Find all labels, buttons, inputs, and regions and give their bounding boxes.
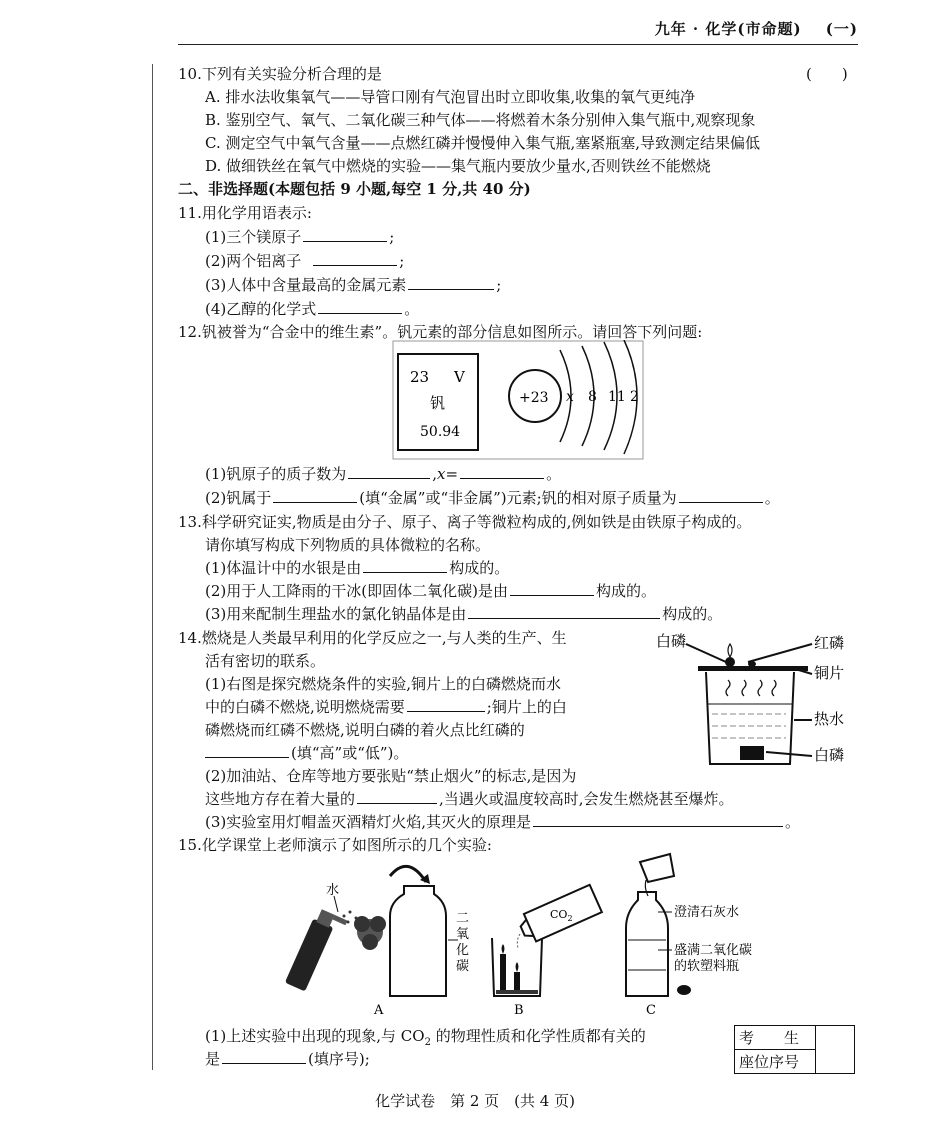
q10-option-b: B. 鉴别空气、氧气、二氧化碳三种气体——将燃着木条分别伸入集气瓶中,观察现象: [205, 111, 756, 129]
section-title: 二、非选择题(本题包括 9 小题,每空 1 分,共 40 分): [178, 180, 531, 198]
answer-blank[interactable]: [303, 227, 387, 242]
q13-stem: 13.科学研究证实,物质是由分子、原子、离子等微粒构成的,例如铁是由铁原子构成的。: [178, 513, 752, 531]
white-phosphorus-on-copper: [725, 657, 735, 667]
q11-item-2-text: (2)两个铝离子: [205, 252, 302, 270]
q14-line-8: [205, 788, 734, 810]
seat-label-kao: 考: [739, 1029, 755, 1047]
label-red-phosphorus: 红磷: [814, 634, 845, 652]
co2-text: CO: [550, 908, 568, 921]
header-rule: [178, 44, 858, 45]
spray-bottle-icon: [285, 908, 348, 996]
label-b: B: [514, 1003, 524, 1018]
q15-sub1-subscript: 2: [424, 1037, 431, 1048]
q12-sub1-text: (1)钒原子的质子数为: [205, 465, 347, 483]
q10-stem: 10.下列有关实验分析合理的是: [178, 65, 382, 83]
red-phosphorus: [748, 661, 756, 667]
shell-4-count: 2: [630, 389, 639, 405]
page-header: [655, 18, 858, 39]
label-co2: [550, 908, 573, 923]
answer-blank[interactable]: [468, 604, 660, 619]
answer-blank[interactable]: [318, 299, 402, 314]
q14-line-2: 活有密切的联系。: [205, 652, 326, 670]
q14-line-1: 14.燃烧是人类最早利用的化学反应之一,与人类的生产、生: [178, 629, 567, 647]
pointer-line: [334, 896, 338, 912]
pouring-gas: [517, 934, 520, 948]
q12-sub2: [205, 487, 780, 509]
shell-1-count: x: [566, 389, 574, 405]
q11-item-3: [205, 274, 501, 296]
q14-line-4-a: 中的白磷不燃烧,说明燃烧需要: [205, 698, 405, 716]
flame-icon: [502, 944, 505, 954]
element-symbol: V: [454, 368, 465, 386]
co2-experiments-figure: [278, 850, 762, 1018]
q13-stem-2: 请你填写构成下列物质的具体微粒的名称。: [205, 536, 491, 554]
q13-sub2: [205, 580, 656, 602]
q12-sub2-mid: (填“金属”或“非金属”)元素;钒的相对原子质量为: [359, 489, 677, 507]
header-paper-no: (一): [825, 20, 858, 38]
shell-3-count: 11: [608, 389, 626, 405]
element-number: 23: [410, 368, 430, 386]
bottle-cap: [677, 985, 691, 995]
q11-item-1-text: (1)三个镁原子: [205, 228, 302, 246]
answer-blank[interactable]: [460, 464, 544, 479]
label-c: C: [646, 1003, 656, 1018]
q11-item-1: [205, 226, 394, 248]
q10-option-d: D. 做细铁丝在氧气中燃烧的实验——集气瓶内要放少量水,否则铁丝不能燃烧: [205, 157, 711, 175]
q14-line-4-b: ;铜片上的白: [486, 698, 567, 716]
q10-answer-paren: ( ): [806, 65, 848, 83]
label-water: 水: [326, 883, 340, 898]
q12-sub1-eq: =: [445, 465, 459, 483]
q13-sub2-end: 构成的。: [595, 582, 656, 600]
white-phosphorus-in-water: [740, 746, 764, 760]
label-white-phosphorus-top: 白磷: [656, 632, 687, 650]
pouring-beaker: [640, 854, 674, 882]
q14-line-4: [205, 696, 567, 718]
answer-blank[interactable]: [222, 1049, 306, 1064]
q11-stem: 11.用化学用语表示:: [178, 204, 312, 222]
q15-sub1-d: (填序号);: [308, 1050, 370, 1068]
answer-blank[interactable]: [408, 275, 494, 290]
plastic-bottle: [626, 892, 668, 996]
flame-icon: [516, 962, 519, 972]
tall-candle: [500, 954, 506, 994]
seat-number-box: [734, 1025, 855, 1074]
q12-stem: 12.钒被誉为“合金中的维生素”。钒元素的部分信息如图所示。请回答下列问题:: [178, 323, 703, 341]
seat-label-1: [735, 1026, 816, 1050]
q12-sub2-text: (2)钒属于: [205, 489, 272, 507]
flame-icon: [728, 644, 732, 657]
q14-line-9: [205, 811, 800, 833]
header-title: 九年 · 化学(市命题): [654, 20, 802, 38]
answer-blank[interactable]: [407, 697, 485, 712]
flower-icon: [354, 916, 386, 950]
pointer-line: [748, 644, 812, 662]
seat-label-2: 座位序号: [735, 1050, 816, 1074]
steam-icon: [742, 680, 746, 696]
shell-2-count: 8: [588, 389, 597, 405]
seat-label-sheng: 生: [784, 1029, 800, 1047]
q14-line-7: (2)加油站、仓库等地方要张贴“禁止烟火”的标志,是因为: [205, 767, 577, 785]
label-co2-vert-1: 二: [456, 911, 470, 926]
label-limewater: 澄清石灰水: [674, 905, 740, 920]
q15-sub1-a: (1)上述实验中出现的现象,与 CO: [205, 1027, 425, 1045]
page-footer: 化学试卷 第 2 页 (共 4 页): [375, 1092, 575, 1110]
answer-blank[interactable]: [679, 488, 763, 503]
label-co2-vert-3: 化: [456, 943, 470, 958]
q14-line-8-b: ,当遇火或温度较高时,会发生燃烧甚至爆炸。: [439, 790, 734, 808]
co2-subscript: 2: [567, 914, 573, 923]
q13-sub3: [205, 603, 722, 625]
q12-sub1-end: 。: [546, 465, 562, 483]
q13-sub1: [205, 557, 509, 579]
q11-item-3-end: ;: [496, 276, 502, 294]
answer-blank[interactable]: [348, 464, 430, 479]
answer-blank[interactable]: [357, 789, 437, 804]
margin-line: [152, 64, 153, 1070]
answer-blank[interactable]: [205, 743, 289, 758]
q11-item-4-text: (4)乙醇的化学式: [205, 300, 317, 318]
q10-option-a: A. 排水法收集氧气——导管口刚有气泡冒出时立即收集,收集的氧气更纯净: [205, 88, 696, 106]
q13-sub3-text: (3)用来配制生理盐水的氯化钠晶体是由: [205, 605, 467, 623]
pointer-line: [686, 644, 726, 662]
answer-blank[interactable]: [510, 581, 594, 596]
answer-blank[interactable]: [313, 251, 397, 266]
answer-blank[interactable]: [273, 488, 357, 503]
q14-line-6: [205, 742, 408, 764]
q11-item-4: [205, 298, 419, 320]
vanadium-figure: [392, 340, 644, 460]
q10-option-c: C. 测定空气中氧气含量——点燃红磷并慢慢伸入集气瓶,塞紧瓶塞,导致测定结果偏低: [205, 134, 761, 152]
pointer-line: [766, 752, 812, 756]
q14-line-9-end: 。: [785, 813, 801, 831]
combustion-figure: [654, 628, 854, 770]
label-co2-vert-2: 氧: [456, 927, 470, 942]
nucleus-charge: +23: [519, 390, 549, 406]
steam-icon: [758, 680, 762, 696]
element-mass: 50.94: [420, 424, 461, 440]
q14-line-6-text: (填“高”或“低”)。: [291, 744, 409, 762]
q11-item-3-text: (3)人体中含量最高的金属元素: [205, 276, 407, 294]
q14-line-9-text: (3)实验室用灯帽盖灭酒精灯火焰,其灭火的原理是: [205, 813, 532, 831]
q11-item-2: [205, 250, 404, 272]
q11-item-1-end: ;: [389, 228, 395, 246]
q12-sub1-x: x: [437, 465, 446, 483]
q11-item-2-end: ;: [399, 252, 405, 270]
label-bottle-2: 的软塑料瓶: [674, 959, 740, 974]
steam-icon: [772, 680, 776, 696]
label-bottle-1: 盛满二氧化碳: [674, 943, 753, 958]
q15-sub1-line2: [205, 1048, 370, 1070]
seat-number-field[interactable]: [816, 1026, 855, 1074]
q12-sub2-end: 。: [764, 489, 780, 507]
label-hot-water: 热水: [814, 710, 845, 728]
q15-sub1-c: 是: [205, 1050, 221, 1068]
label-a: A: [374, 1003, 384, 1018]
q13-sub2-text: (2)用于人工降雨的干冰(即固体二氧化碳)是由: [205, 582, 508, 600]
q11-item-4-end: 。: [404, 300, 420, 318]
q15-sub1-b: 的物理性质和化学性质都有关的: [430, 1027, 646, 1045]
q14-line-8-a: 这些地方存在着大量的: [205, 790, 356, 808]
q13-sub3-end: 构成的。: [662, 605, 723, 623]
label-copper-sheet: 铜片: [814, 664, 845, 682]
candle-stand: [496, 990, 538, 994]
q14-line-3: (1)右图是探究燃烧条件的实验,铜片上的白磷燃烧而水: [205, 675, 562, 693]
label-white-phosphorus-bottom: 白磷: [814, 746, 845, 764]
q13-sub1-end: 构成的。: [449, 559, 510, 577]
steam-icon: [726, 680, 730, 696]
q13-sub1-text: (1)体温计中的水银是由: [205, 559, 362, 577]
element-name: 钒: [430, 394, 446, 412]
q12-sub1: [205, 463, 561, 485]
gas-jar: [390, 886, 446, 996]
answer-blank[interactable]: [533, 812, 783, 827]
q12-sub1-comma: ,: [432, 465, 438, 483]
q14-line-5: 磷燃烧而红磷不燃烧,说明白磷的着火点比红磷的: [205, 721, 525, 739]
q15-stem: 15.化学课堂上老师演示了如图所示的几个实验:: [178, 836, 492, 854]
answer-blank[interactable]: [363, 558, 447, 573]
label-co2-vert-4: 碳: [456, 959, 470, 974]
